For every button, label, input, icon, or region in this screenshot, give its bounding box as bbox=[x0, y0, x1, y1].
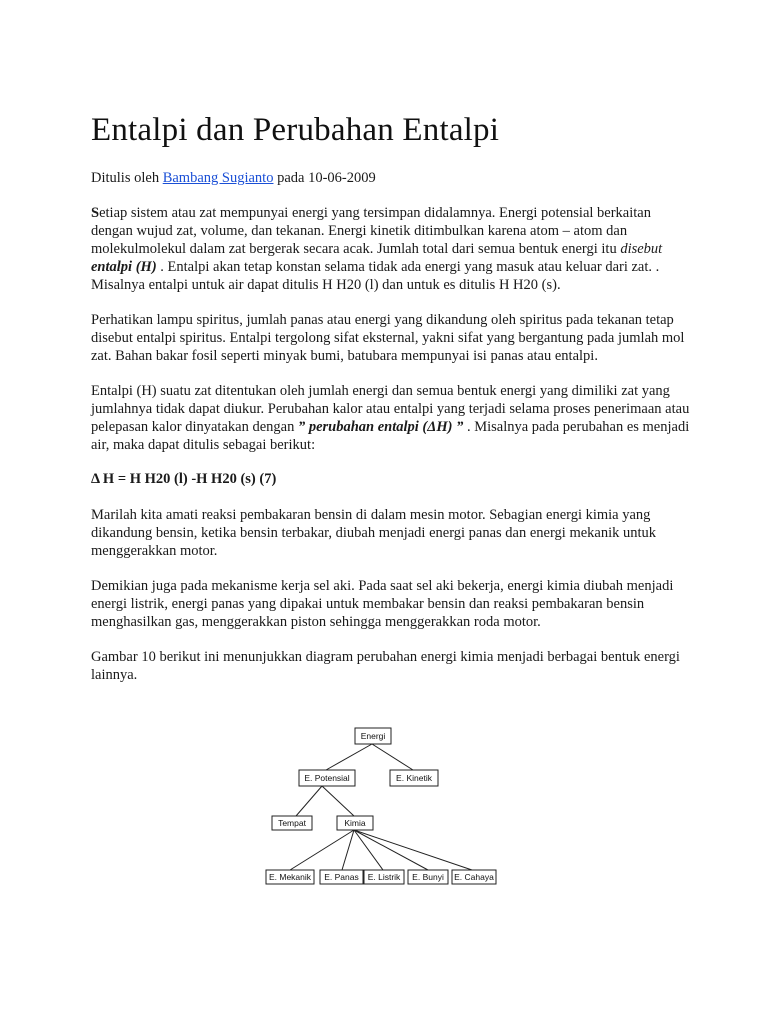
node-energi: Energi bbox=[360, 731, 386, 741]
article bbox=[91, 112, 691, 701]
first-letter: S bbox=[91, 205, 100, 221]
leaf-listrik: E. Listrik bbox=[367, 872, 401, 882]
node-kimia: Kimia bbox=[344, 818, 366, 828]
author-link[interactable]: Bambang Sugianto bbox=[162, 170, 274, 186]
p1-text-2: . Entalpi akan tetap konstan selama tidak ada energi yang masuk atau keluar dari zat. . Misalnya entalpi untuk air dapat ditulis H H20 (l) dan untuk es ditulis H H20 (s). bbox=[91, 259, 660, 293]
paragraph-4: Marilah kita amati reaksi pembakaran bensin di dalam mesin motor. Sebagian energi kimia yang dikandung bensin, ketika bensin terbakar, diubah menjadi energi panas dan energi mekanik untuk menggerakkan motor. bbox=[91, 507, 657, 559]
leaf-panas: E. Panas bbox=[324, 872, 359, 882]
paragraph-3 bbox=[91, 382, 691, 454]
p1-text-1: etiap sistem atau zat mempunyai energi yang tersimpan didalamnya. Energi potensial berkaitan dengan wujud zat, volume, dan tekanan. Energi kinetik ditimbulkan karena atom – atom dan molekulmolekul dalam zat bergerak secara acak. Jumlah total dari semua bentuk energi itu bbox=[91, 205, 651, 257]
leaf-cahaya: E. Cahaya bbox=[454, 872, 494, 882]
paragraph-6: Gambar 10 berikut ini menunjukkan diagram perubahan energi kimia menjadi berbagai bentuk energi lainnya. bbox=[91, 649, 680, 683]
node-kinetik: E. Kinetik bbox=[396, 773, 432, 783]
paragraph-2: Perhatikan lampu spiritus, jumlah panas atau energi yang dikandung oleh spiritus pada tekanan tetap disebut entalpi spiritus. Entalpi tergolong sifat eksternal, yakni sifat yang bergantung pada jumlah mol zat. Bahan bakar fosil seperti minyak bumi, batubara mempunyai isi panas atau entalpi. bbox=[91, 312, 685, 364]
byline-date: pada 10-06-2009 bbox=[277, 170, 376, 186]
p3-text-2: . Misalnya pada perubahan es menjadi air, maka dapat ditulis sebagai berikut: bbox=[91, 419, 690, 453]
byline bbox=[91, 170, 691, 187]
page-title: Entalpi dan Perubahan Entalpi bbox=[91, 112, 500, 148]
energy-diagram bbox=[258, 722, 500, 888]
paragraph-1 bbox=[91, 204, 691, 294]
leaf-bunyi: E. Bunyi bbox=[412, 872, 444, 882]
p3-text-1: Entalpi (H) suatu zat ditentukan oleh jumlah energi dan semua bentuk energi yang dimiliki zat yang jumlahnya tidak dapat diukur. Perubahan kalor atau entalpi yang terjadi selama proses penerimaan atau pelepasan kalor dinyatakan dengan bbox=[91, 383, 690, 435]
p1-italic: disebut bbox=[620, 241, 663, 257]
p3-term: ” perubahan entalpi (ΔH) ” bbox=[297, 419, 464, 435]
leaf-mekanik: E. Mekanik bbox=[268, 872, 312, 882]
byline-prefix: Ditulis oleh bbox=[91, 170, 160, 186]
node-tempat: Tempat bbox=[278, 818, 306, 828]
node-potensial: E. Potensial bbox=[304, 773, 350, 783]
enthalpy-formula: Δ H = H H20 (l) -H H20 (s) (7) bbox=[91, 471, 277, 487]
paragraph-5: Demikian juga pada mekanisme kerja sel aki. Pada saat sel aki bekerja, energi kimia diubah menjadi energi listrik, energi panas yang dipakai untuk membakar bensin dan reaksi pembakaran bensin menghasilkan gas, menggerakkan piston sehingga menggerakkan roda motor. bbox=[91, 578, 674, 630]
p1-term: entalpi (H) bbox=[91, 259, 157, 275]
